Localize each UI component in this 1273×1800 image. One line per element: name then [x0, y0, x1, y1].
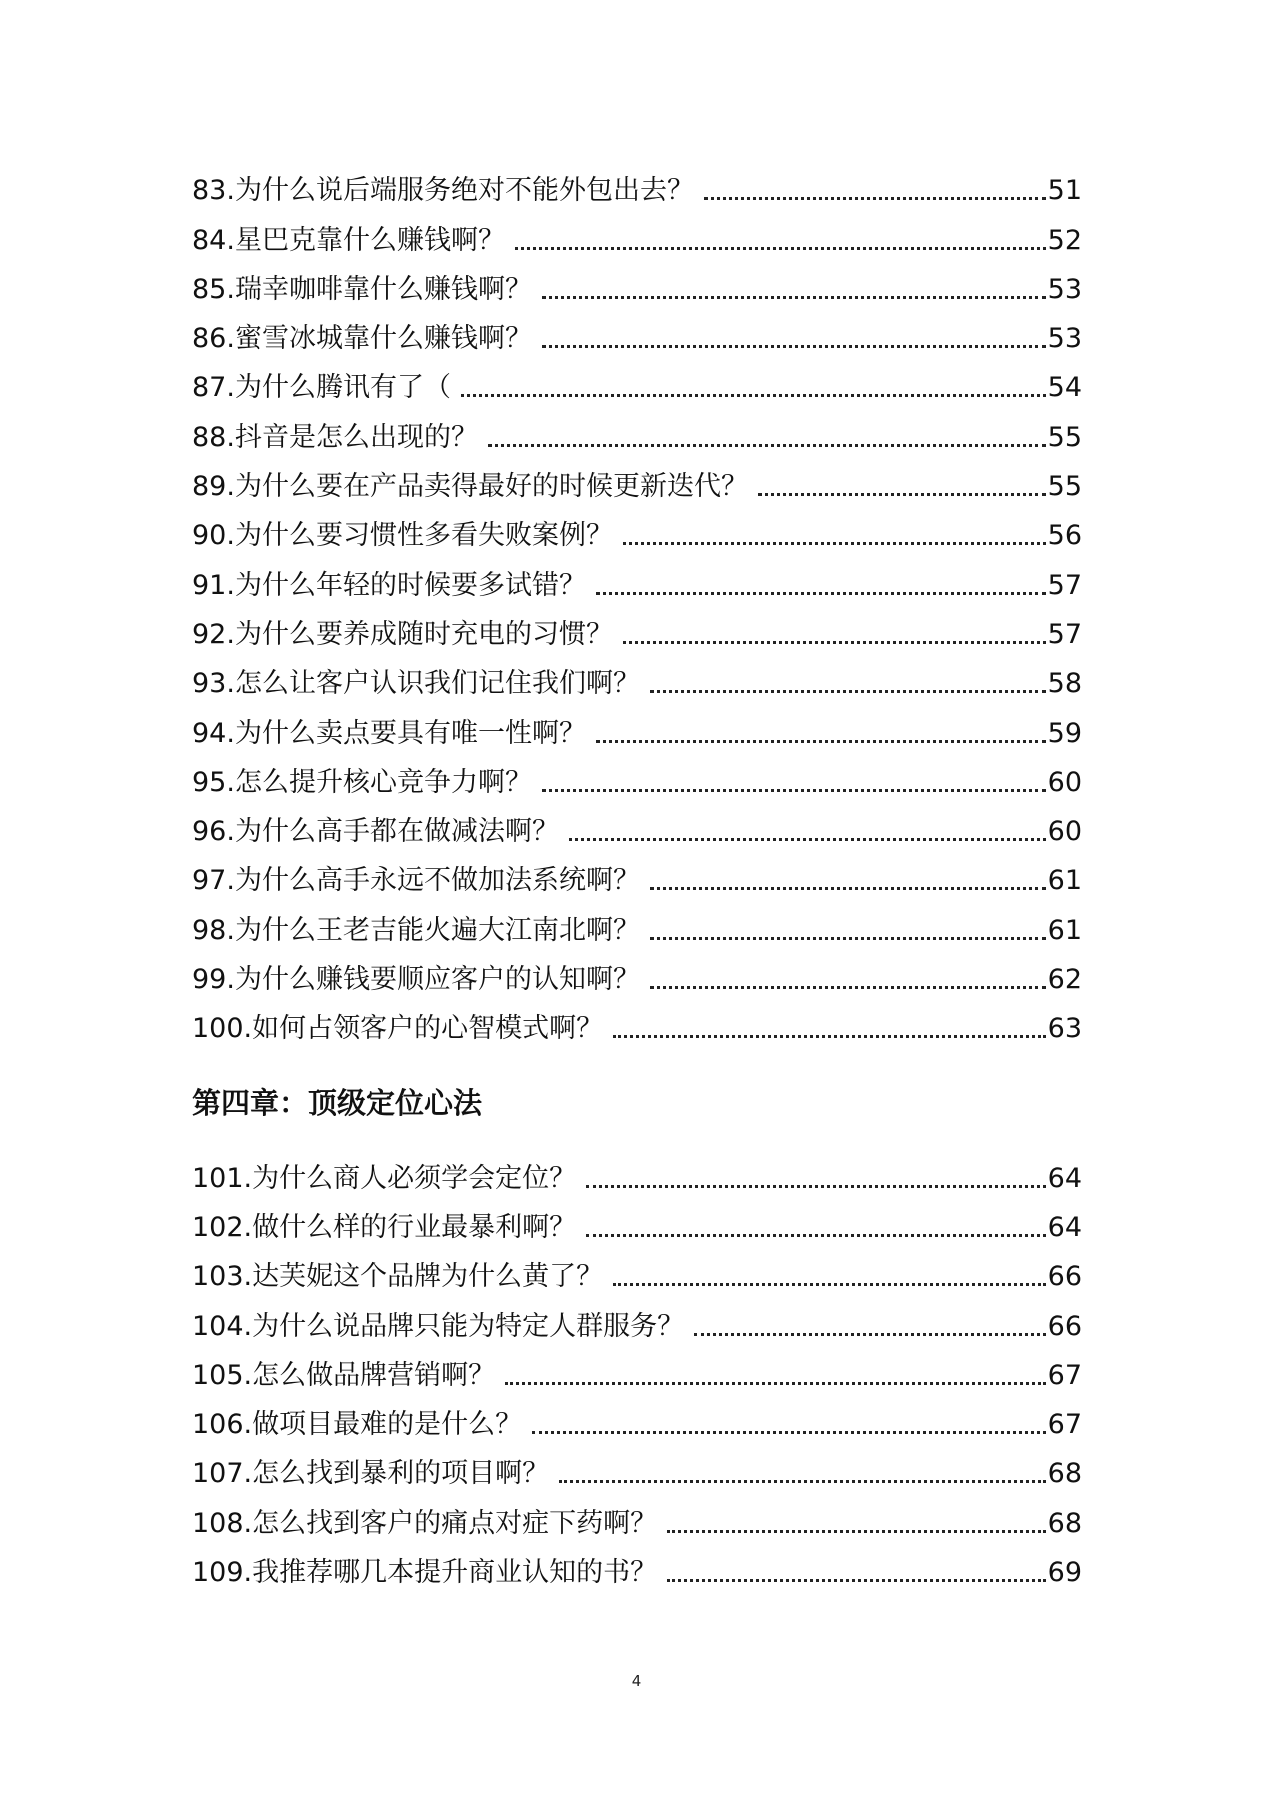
toc-entry[interactable] [192, 848, 1082, 897]
toc-entry-title: 99.为什么赚钱要顺应客户的认知啊？ [192, 964, 640, 996]
toc-entry-title: 89.为什么要在产品卖得最好的时候更新迭代？ [192, 471, 748, 503]
toc-entry-title: 96.为什么高手都在做减法啊？ [192, 816, 559, 848]
toc-dot-leader [515, 247, 1046, 250]
toc-dot-leader [569, 838, 1046, 841]
toc-entry[interactable] [192, 1293, 1082, 1342]
toc-entry-title: 93.怎么让客户认识我们记住我们啊？ [192, 668, 640, 700]
toc-entry-page-number: 66 [1047, 1261, 1082, 1293]
toc-entry-page-number: 57 [1047, 618, 1082, 650]
toc-entry-title: 90.为什么要习惯性多看失败案例？ [192, 520, 613, 552]
toc-entry-title: 102.做什么样的行业最暴利啊？ [192, 1211, 577, 1243]
toc-entry-page-number: 61 [1047, 914, 1082, 946]
toc-entry[interactable] [192, 1195, 1082, 1244]
toc-entry-page-number: 67 [1047, 1409, 1082, 1441]
toc-dot-leader [596, 740, 1046, 743]
toc-entry-list [192, 1145, 1082, 1589]
toc-entry-page-number: 55 [1047, 471, 1082, 503]
page-number: 4 [631, 1672, 642, 1690]
toc-entry[interactable] [192, 700, 1082, 749]
toc-dot-leader [461, 394, 1046, 397]
toc-entry-list [192, 158, 1082, 1045]
toc-entry-page-number: 68 [1047, 1507, 1082, 1539]
toc-entry-title: 84.星巴克靠什么赚钱啊？ [192, 224, 505, 256]
toc-dot-leader [694, 1333, 1046, 1336]
toc-entry-title: 104.为什么说品牌只能为特定人群服务？ [192, 1310, 685, 1342]
toc-dot-leader [542, 789, 1046, 792]
toc-entry-title: 95.怎么提升核心竞争力啊？ [192, 766, 532, 798]
toc-entry-title: 107.怎么找到暴利的项目啊？ [192, 1458, 550, 1490]
toc-entry-page-number: 61 [1047, 865, 1082, 897]
toc-entry-title: 106.做项目最难的是什么？ [192, 1409, 523, 1441]
toc-entry[interactable] [192, 1540, 1082, 1589]
toc-entry[interactable] [192, 1392, 1082, 1441]
toc-entry[interactable] [192, 750, 1082, 799]
toc-entry-title: 86.蜜雪冰城靠什么赚钱啊？ [192, 323, 532, 355]
toc-entry-page-number: 64 [1047, 1162, 1082, 1194]
toc-entry[interactable] [192, 503, 1082, 552]
toc-entry[interactable] [192, 454, 1082, 503]
toc-dot-leader [650, 937, 1046, 940]
toc-entry[interactable] [192, 355, 1082, 404]
toc-entry[interactable] [192, 552, 1082, 601]
toc-entry-page-number: 57 [1047, 569, 1082, 601]
toc-entry-title: 94.为什么卖点要具有唯一性啊？ [192, 717, 586, 749]
toc-entry[interactable] [192, 306, 1082, 355]
toc-entry-page-number: 54 [1047, 372, 1082, 404]
toc-entry-title: 91.为什么年轻的时候要多试错？ [192, 569, 586, 601]
toc-dot-leader [586, 1234, 1046, 1237]
toc-entry-title: 92.为什么要养成随时充电的习惯？ [192, 618, 613, 650]
toc-dot-leader [667, 1579, 1046, 1582]
toc-entry-page-number: 59 [1047, 717, 1082, 749]
toc-entry[interactable] [192, 404, 1082, 453]
toc-entry-page-number: 53 [1047, 273, 1082, 305]
toc-entry[interactable] [192, 1490, 1082, 1539]
toc-entry-page-number: 69 [1047, 1557, 1082, 1589]
toc-entry[interactable] [192, 799, 1082, 848]
toc-entry[interactable] [192, 207, 1082, 256]
toc-entry[interactable] [192, 1441, 1082, 1490]
toc-section-chapter-four [192, 1085, 1082, 1589]
toc-dot-leader [623, 542, 1046, 545]
toc-entry-title: 108.怎么找到客户的痛点对症下药啊？ [192, 1507, 658, 1539]
toc-entry[interactable] [192, 651, 1082, 700]
toc-section-chapter-three [192, 158, 1082, 1045]
toc-dot-leader [667, 1530, 1046, 1533]
toc-entry[interactable] [192, 1244, 1082, 1293]
toc-dot-leader [488, 444, 1046, 447]
toc-entry-page-number: 55 [1047, 421, 1082, 453]
toc-entry[interactable] [192, 602, 1082, 651]
toc-entry[interactable] [192, 897, 1082, 946]
toc-entry-page-number: 63 [1047, 1013, 1082, 1045]
toc-entry-page-number: 67 [1047, 1359, 1082, 1391]
toc-entry[interactable] [192, 1343, 1082, 1392]
toc-entry[interactable] [192, 257, 1082, 306]
toc-entry-page-number: 64 [1047, 1211, 1082, 1243]
toc-dot-leader [586, 1185, 1046, 1188]
toc-entry-title: 109.我推荐哪几本提升商业认知的书？ [192, 1557, 658, 1589]
toc-entry-title: 105.怎么做品牌营销啊？ [192, 1359, 496, 1391]
toc-dot-leader [596, 592, 1046, 595]
toc-entry-title: 83.为什么说后端服务绝对不能外包出去？ [192, 175, 694, 207]
toc-entry-title: 103.达芙妮这个品牌为什么黄了？ [192, 1261, 604, 1293]
toc-dot-leader [613, 1283, 1046, 1286]
toc-entry-page-number: 51 [1047, 175, 1082, 207]
toc-dot-leader [532, 1431, 1046, 1434]
toc-dot-leader [650, 887, 1046, 890]
toc-entry-page-number: 60 [1047, 816, 1082, 848]
toc-dot-leader [505, 1382, 1046, 1385]
toc-dot-leader [758, 493, 1046, 496]
toc-entry-page-number: 62 [1047, 964, 1082, 996]
toc-entry[interactable] [192, 158, 1082, 207]
toc-entry[interactable] [192, 1145, 1082, 1194]
toc-entry-title: 88.抖音是怎么出现的？ [192, 421, 478, 453]
toc-entry-title: 100.如何占领客户的心智模式啊？ [192, 1013, 604, 1045]
toc-dot-leader [650, 986, 1046, 989]
toc-entry-title: 97.为什么高手永远不做加法系统啊？ [192, 865, 640, 897]
toc-dot-leader [559, 1480, 1046, 1483]
toc-entry-page-number: 58 [1047, 668, 1082, 700]
table-of-contents [192, 158, 1082, 1589]
toc-entry-page-number: 56 [1047, 520, 1082, 552]
toc-dot-leader [542, 296, 1046, 299]
toc-entry[interactable] [192, 947, 1082, 996]
toc-entry-page-number: 68 [1047, 1458, 1082, 1490]
toc-dot-leader [613, 1035, 1046, 1038]
chapter-heading: 第四章：顶级定位心法 [192, 1086, 483, 1121]
toc-entry-page-number: 60 [1047, 766, 1082, 798]
toc-entry-title: 87.为什么腾讯有了（ [192, 372, 451, 404]
toc-dot-leader [623, 641, 1046, 644]
toc-entry-page-number: 66 [1047, 1310, 1082, 1342]
toc-dot-leader [542, 345, 1046, 348]
toc-dot-leader [704, 197, 1046, 200]
toc-entry-page-number: 52 [1047, 224, 1082, 256]
toc-entry-title: 101.为什么商人必须学会定位？ [192, 1162, 577, 1194]
toc-entry-title: 85.瑞幸咖啡靠什么赚钱啊？ [192, 273, 532, 305]
toc-entry-page-number: 53 [1047, 323, 1082, 355]
toc-dot-leader [650, 690, 1046, 693]
toc-entry-title: 98.为什么王老吉能火遍大江南北啊？ [192, 914, 640, 946]
toc-entry[interactable] [192, 996, 1082, 1045]
